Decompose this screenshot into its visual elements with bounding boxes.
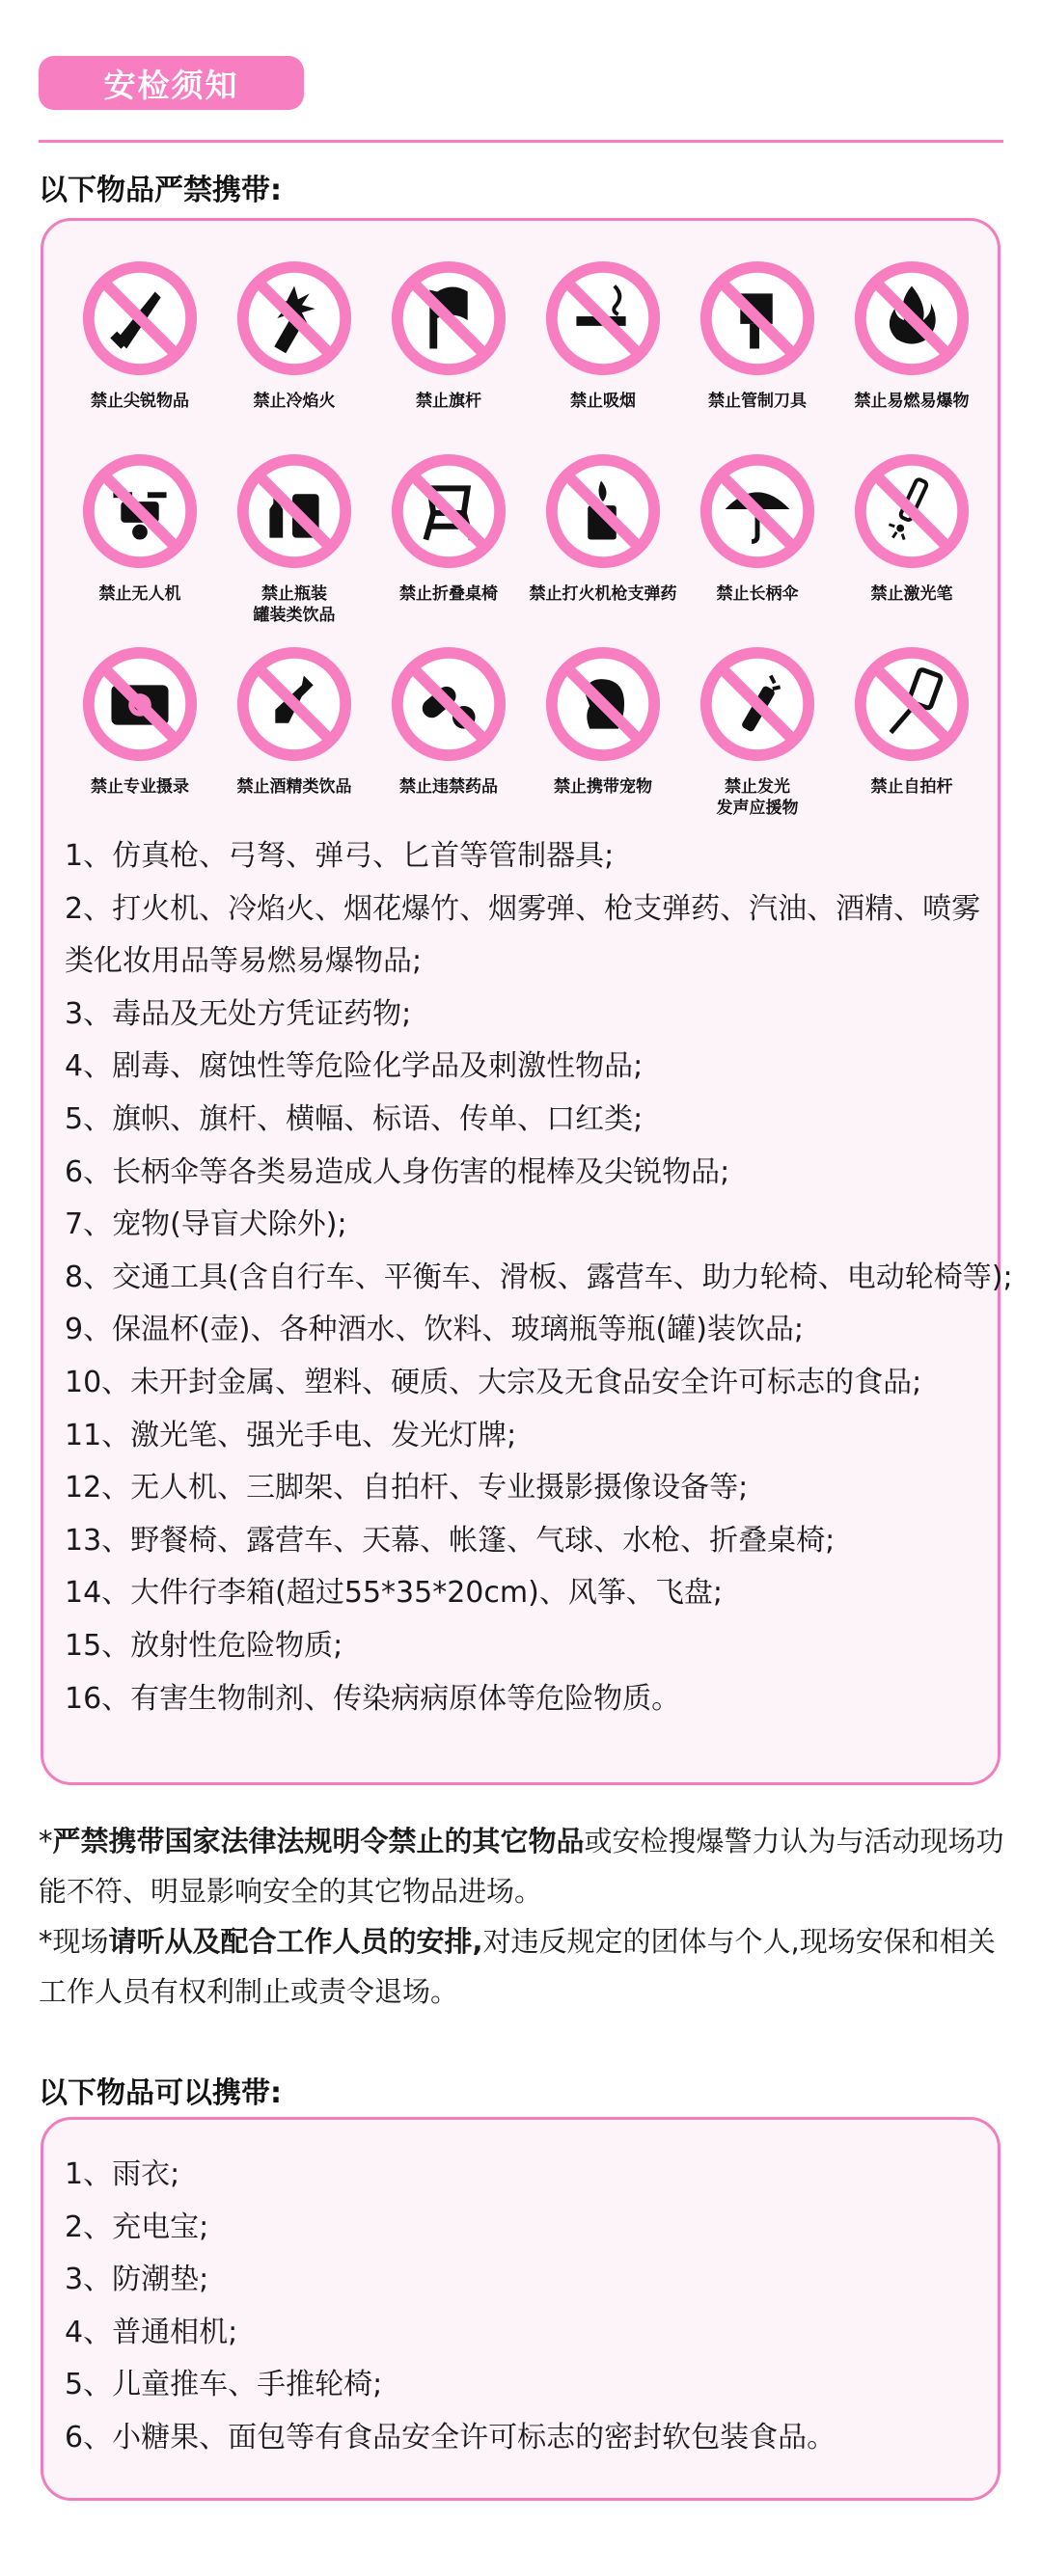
drone-icon [79,450,201,572]
list-item: 10、未开封金属、塑料、硬质、大宗及无食品安全许可标志的食品; [65,1365,922,1399]
prohibited-item-bottles [217,450,371,643]
list-item: 1、仿真枪、弓弩、弹弓、匕首等管制器具; [65,839,615,873]
icon-label: 禁止易燃易爆物 [854,392,970,411]
list-item: 16、有害生物制剂、传染病病原体等危险物质。 [65,1681,681,1716]
list-item: 6、长柄伞等各类易造成人身伤害的棍棒及尖锐物品; [65,1154,730,1189]
dog-icon [542,643,664,765]
selfie-stick-icon [851,643,973,765]
glow-stick-icon [697,643,818,765]
prohibited-item-camera [63,643,217,836]
section-tag-security-notice: 安检须知 [39,56,304,110]
lighter-icon [542,450,664,572]
icon-label: 禁止旗杆 [416,392,481,411]
prohibited-item-pills [371,643,526,836]
sparkler-icon [233,258,355,379]
prohibited-item-fire [835,258,989,450]
icon-label: 禁止折叠桌椅 [399,584,498,604]
prohibited-item-cleaver [680,258,835,450]
prohibited-item-glow-stick [680,643,835,836]
list-item: 2、打火机、冷焰火、烟花爆竹、烟雾弹、枪支弹药、汽油、酒精、喷雾类化妆用品等易燃易爆物品; [65,891,981,979]
bottles-icon [233,450,355,572]
icon-label: 禁止违禁药品 [399,777,498,797]
icon-label: 禁止瓶装 罐装类饮品 [253,584,336,625]
allowed-heading: 以下物品可以携带: [39,2076,282,2110]
prohibited-item-folding-chair [371,450,526,643]
list-item: 4、普通相机; [65,2315,238,2349]
list-item: 11、激光笔、强光手电、发光灯牌; [65,1418,517,1452]
umbrella-icon [697,450,818,572]
list-item: 5、旗帜、旗杆、横幅、标语、传单、口红类; [65,1101,644,1136]
list-item: 14、大件行李箱(超过55*35*20cm)、风筝、飞盘; [65,1576,723,1611]
prohibited-icon-grid [63,258,989,827]
list-item: 7、宠物(导盲犬除外); [65,1207,347,1242]
icon-label: 禁止专业摄录 [91,777,189,797]
notes-block [39,1816,1013,2017]
cigarette-icon [542,258,664,379]
list-item: 3、防潮垫; [65,2263,209,2297]
list-item: 15、放射性危险物质; [65,1628,343,1663]
prohibited-item-drone [63,450,217,643]
icon-label: 禁止发光 发声应援物 [716,777,799,818]
list-item: 5、儿童推车、手推轮椅; [65,2368,383,2402]
knife-icon [79,258,201,379]
camera-icon [79,643,201,765]
icon-label: 禁止管制刀具 [708,392,807,411]
prohibited-item-dog [526,643,680,836]
allowed-box [41,2117,1001,2501]
list-item: 13、野餐椅、露营车、天幕、帐篷、气球、水枪、折叠桌椅; [65,1523,836,1558]
prohibited-list [65,830,1013,1725]
icon-label: 禁止无人机 [98,584,181,604]
prohibited-heading: 以下物品严禁携带: [39,174,282,207]
list-item: 4、剧毒、腐蚀性等危险化学品及刺激性物品; [65,1049,644,1084]
list-item: 12、无人机、三脚架、自拍杆、专业摄影摄像设备等; [65,1471,749,1505]
laser-pen-icon [851,450,973,572]
list-item: 9、保温杯(壶)、各种酒水、饮料、玻璃瓶等瓶(罐)装饮品; [65,1313,805,1347]
icon-label: 禁止携带宠物 [554,777,652,797]
wine-bottle-icon [233,643,355,765]
note-1-emphasis: 严禁携带国家法律法规明令禁止的其它物品 [52,1825,585,1857]
icon-label: 禁止冷焰火 [253,392,336,411]
list-item: 3、毒品及无处方凭证药物; [65,996,412,1031]
prohibited-item-flag [371,258,526,450]
list-item: 1、雨衣; [65,2157,180,2191]
prohibited-box [41,218,1013,1785]
note-2: *现场请听从及配合工作人员的安排,对违反规定的团体与个人,现场安保和相关工作人员有权利制止或责令退场。 [39,1925,996,2008]
cleaver-icon [697,258,818,379]
prohibited-item-sparkler [217,258,371,450]
icon-label: 禁止尖锐物品 [91,392,189,411]
prohibited-item-umbrella [680,450,835,643]
icon-label: 禁止自拍杆 [870,777,953,797]
icon-label: 禁止酒精类饮品 [236,777,352,797]
list-item: 8、交通工具(含自行车、平衡车、滑板、露营车、助力轮椅、电动轮椅等); [65,1260,1013,1294]
prohibited-item-knife [63,258,217,450]
allowed-list [65,2149,972,2465]
icon-label: 禁止吸烟 [570,392,636,411]
icon-label: 禁止激光笔 [870,584,953,604]
icon-label: 禁止长柄伞 [716,584,799,604]
header-divider [39,140,1003,143]
prohibited-item-lighter [526,450,680,643]
prohibited-item-selfie-stick [835,643,989,836]
folding-chair-icon [388,450,509,572]
pills-icon [388,643,509,765]
icon-label: 禁止打火机枪支弹药 [529,584,677,604]
note-1: *严禁携带国家法律法规明令禁止的其它物品或安检搜爆警力认为与活动现场功能不符、明显影响安全的其它物品进场。 [39,1825,1004,1908]
prohibited-item-laser-pen [835,450,989,643]
prohibited-item-wine-bottle [217,643,371,836]
prohibited-item-cigarette [526,258,680,450]
fire-icon [851,258,973,379]
list-item: 2、充电宝; [65,2210,209,2244]
note-2-emphasis: 请听从及配合工作人员的安排, [108,1925,483,1958]
flag-icon [388,258,509,379]
list-item: 6、小糖果、面包等有食品安全许可标志的密封软包装食品。 [65,2420,836,2454]
